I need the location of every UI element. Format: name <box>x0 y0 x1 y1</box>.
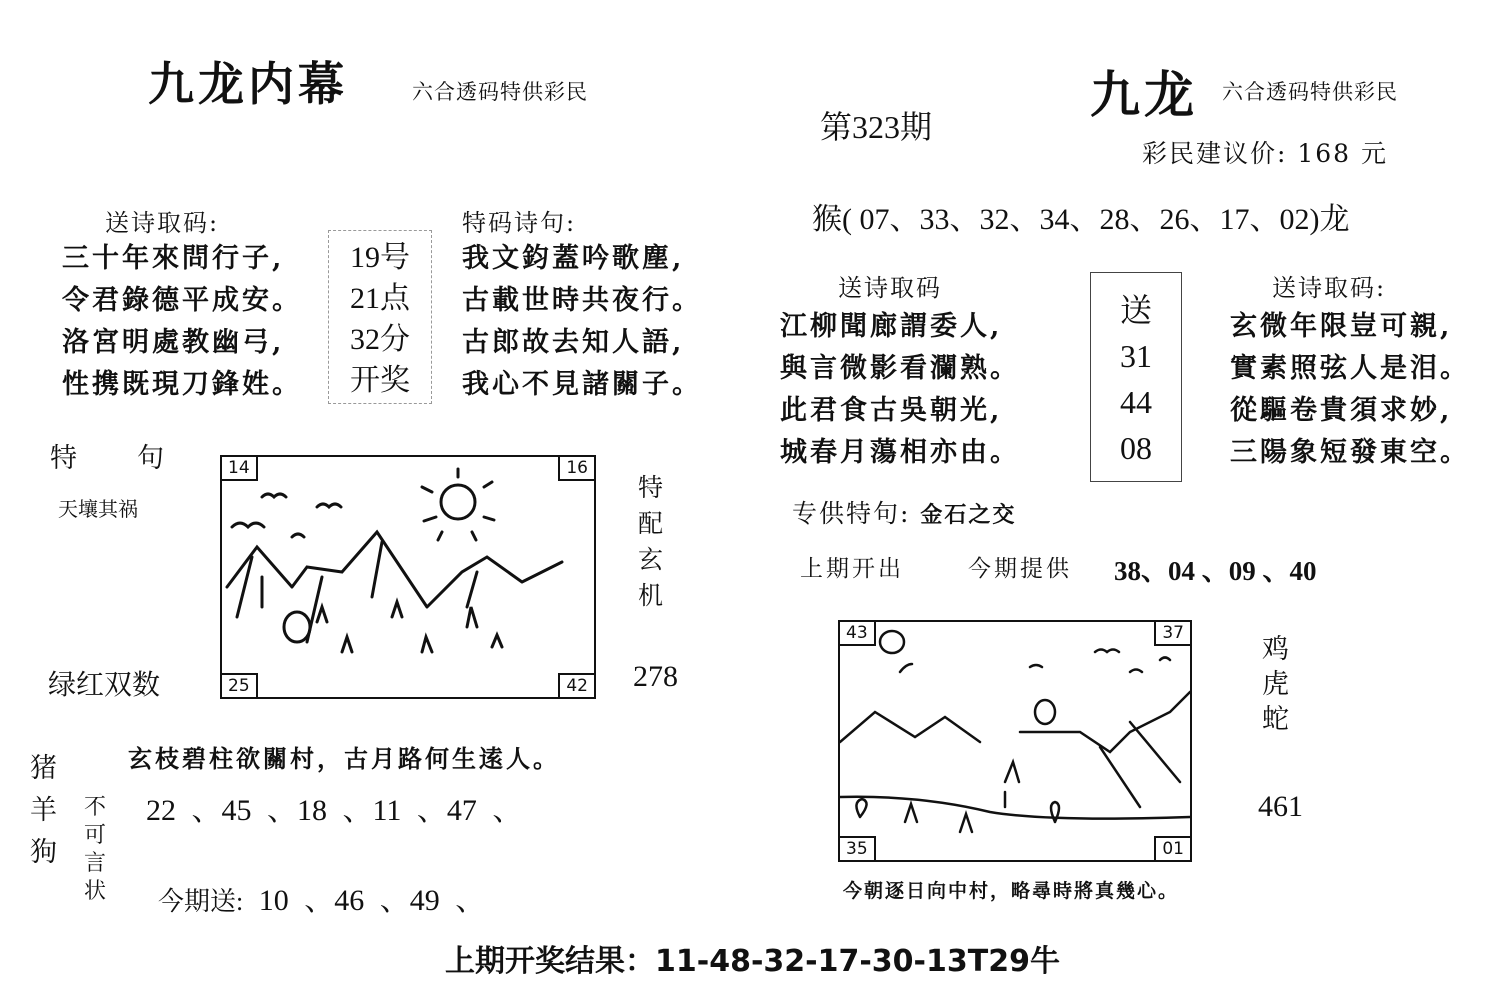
left-poem <box>62 238 302 406</box>
corner-number-top-right: 16 <box>558 455 596 481</box>
draw-hour: 21点 <box>350 282 410 315</box>
poem-line: 性携既現刀鋒姓。 <box>62 369 302 400</box>
right-poem-left-label: 送诗取码 <box>838 274 942 302</box>
poem-line: 古載世時共夜行。 <box>462 285 702 316</box>
draw-minute: 32分 <box>350 323 410 356</box>
last-draw-numbers: 11-48-32-17-30-13T29牛 <box>655 944 1060 979</box>
last-draw-result <box>445 936 1060 980</box>
left-number-list: 22 、45 、18 、11 、47 、 <box>146 794 523 827</box>
today-provide-label: 今期提供 <box>968 556 1072 582</box>
left-poem-label: 送诗取码: <box>105 209 220 237</box>
right-caption: 今朝逐日向中村，略尋時將真幾心。 <box>843 880 1180 902</box>
right-picture <box>838 620 1192 862</box>
poem-line: 古郎故去知人語, <box>462 327 685 358</box>
send-number-box: 送 31 44 08 <box>1090 272 1182 482</box>
corner-number-bottom-left: 25 <box>220 673 258 699</box>
poem-line: 與言微影看瀾熟。 <box>780 353 1020 384</box>
landscape-sun-icon <box>222 457 594 697</box>
poem-line: 城春月蕩相亦由。 <box>780 437 1020 468</box>
zodiac-list: 猪 羊 狗 <box>30 753 57 868</box>
last-issue-label: 上期开出 <box>800 556 904 582</box>
poem-line: 此君食古吳朝光, <box>780 395 1003 426</box>
draw-date: 19号 <box>350 241 410 274</box>
poem-line: 我文鈞蓋吟歌塵, <box>462 243 685 274</box>
poem-line: 三陽象短發東空。 <box>1230 437 1470 468</box>
draw-time-box <box>328 230 432 404</box>
landscape-mountains-icon <box>840 622 1190 860</box>
right-zodiac-list: 鸡 虎 蛇 <box>1262 634 1289 735</box>
right-poem-left <box>780 306 1020 474</box>
last-draw-label: 上期开奖结果： <box>445 944 655 979</box>
right-poem-right <box>1230 306 1470 474</box>
poem-line: 令君錄德平成安。 <box>62 285 302 316</box>
poem-line: 江柳聞廊謂委人, <box>780 311 1003 342</box>
left-subtitle: 六合透码特供彩民 <box>412 80 588 104</box>
corner-number-bottom-right: 01 <box>1154 836 1192 862</box>
poem-line: 玄微年限豈可親, <box>1230 311 1453 342</box>
poem-line: 從驅卷貴須求妙, <box>1230 395 1453 426</box>
right-side-number: 461 <box>1258 790 1303 823</box>
indescribable-vertical: 不 可 言 状 <box>84 795 107 904</box>
today-provide-numbers: 38、04 、09 、40 <box>1114 556 1317 586</box>
corner-number-top-right: 37 <box>1154 620 1192 646</box>
color-hint: 绿红双数 <box>48 668 161 701</box>
right-poem-right-label: 送诗取码: <box>1272 274 1387 302</box>
corner-number-bottom-left: 35 <box>838 836 876 862</box>
left-picture <box>220 455 596 699</box>
suggested-price: 彩民建议价: 168 元 <box>1142 139 1389 168</box>
today-send: 今期送: 10 、46 、49 、 <box>158 884 486 917</box>
left-verse: 玄枝碧柱欲關村，古月路何生逺人。 <box>128 744 560 773</box>
poem-line: 實素照弦人是泪。 <box>1230 353 1470 384</box>
right-title: 九龙 <box>1090 65 1198 124</box>
draw-label: 开奖 <box>350 364 410 397</box>
special-poem <box>462 238 702 406</box>
right-subtitle: 六合透码特供彩民 <box>1222 80 1398 104</box>
poem-line: 洛宮明處教幽弓, <box>62 327 285 358</box>
range-line: 猴( 07、33、32、34、28、26、17、02)龙 <box>812 203 1350 236</box>
special-poem-label: 特码诗句: <box>462 209 577 237</box>
corner-number-top-left: 43 <box>838 620 876 646</box>
poem-line: 我心不見諸關子。 <box>462 369 702 400</box>
special-phrase-label: 特 句 <box>50 443 166 474</box>
corner-number-bottom-right: 42 <box>558 673 596 699</box>
poem-line: 三十年來問行子, <box>62 243 285 274</box>
special-phrase-value: 天壤其祸 <box>58 497 138 521</box>
right-special-phrase: 专供特句: 金石之交 <box>792 499 1017 528</box>
special-match-vertical: 特 配 玄 机 <box>638 473 664 610</box>
corner-number-top-left: 14 <box>220 455 258 481</box>
issue-number: 第323期 <box>820 109 933 145</box>
left-title: 九龙内幕 <box>148 57 348 111</box>
left-side-number: 278 <box>633 660 678 693</box>
